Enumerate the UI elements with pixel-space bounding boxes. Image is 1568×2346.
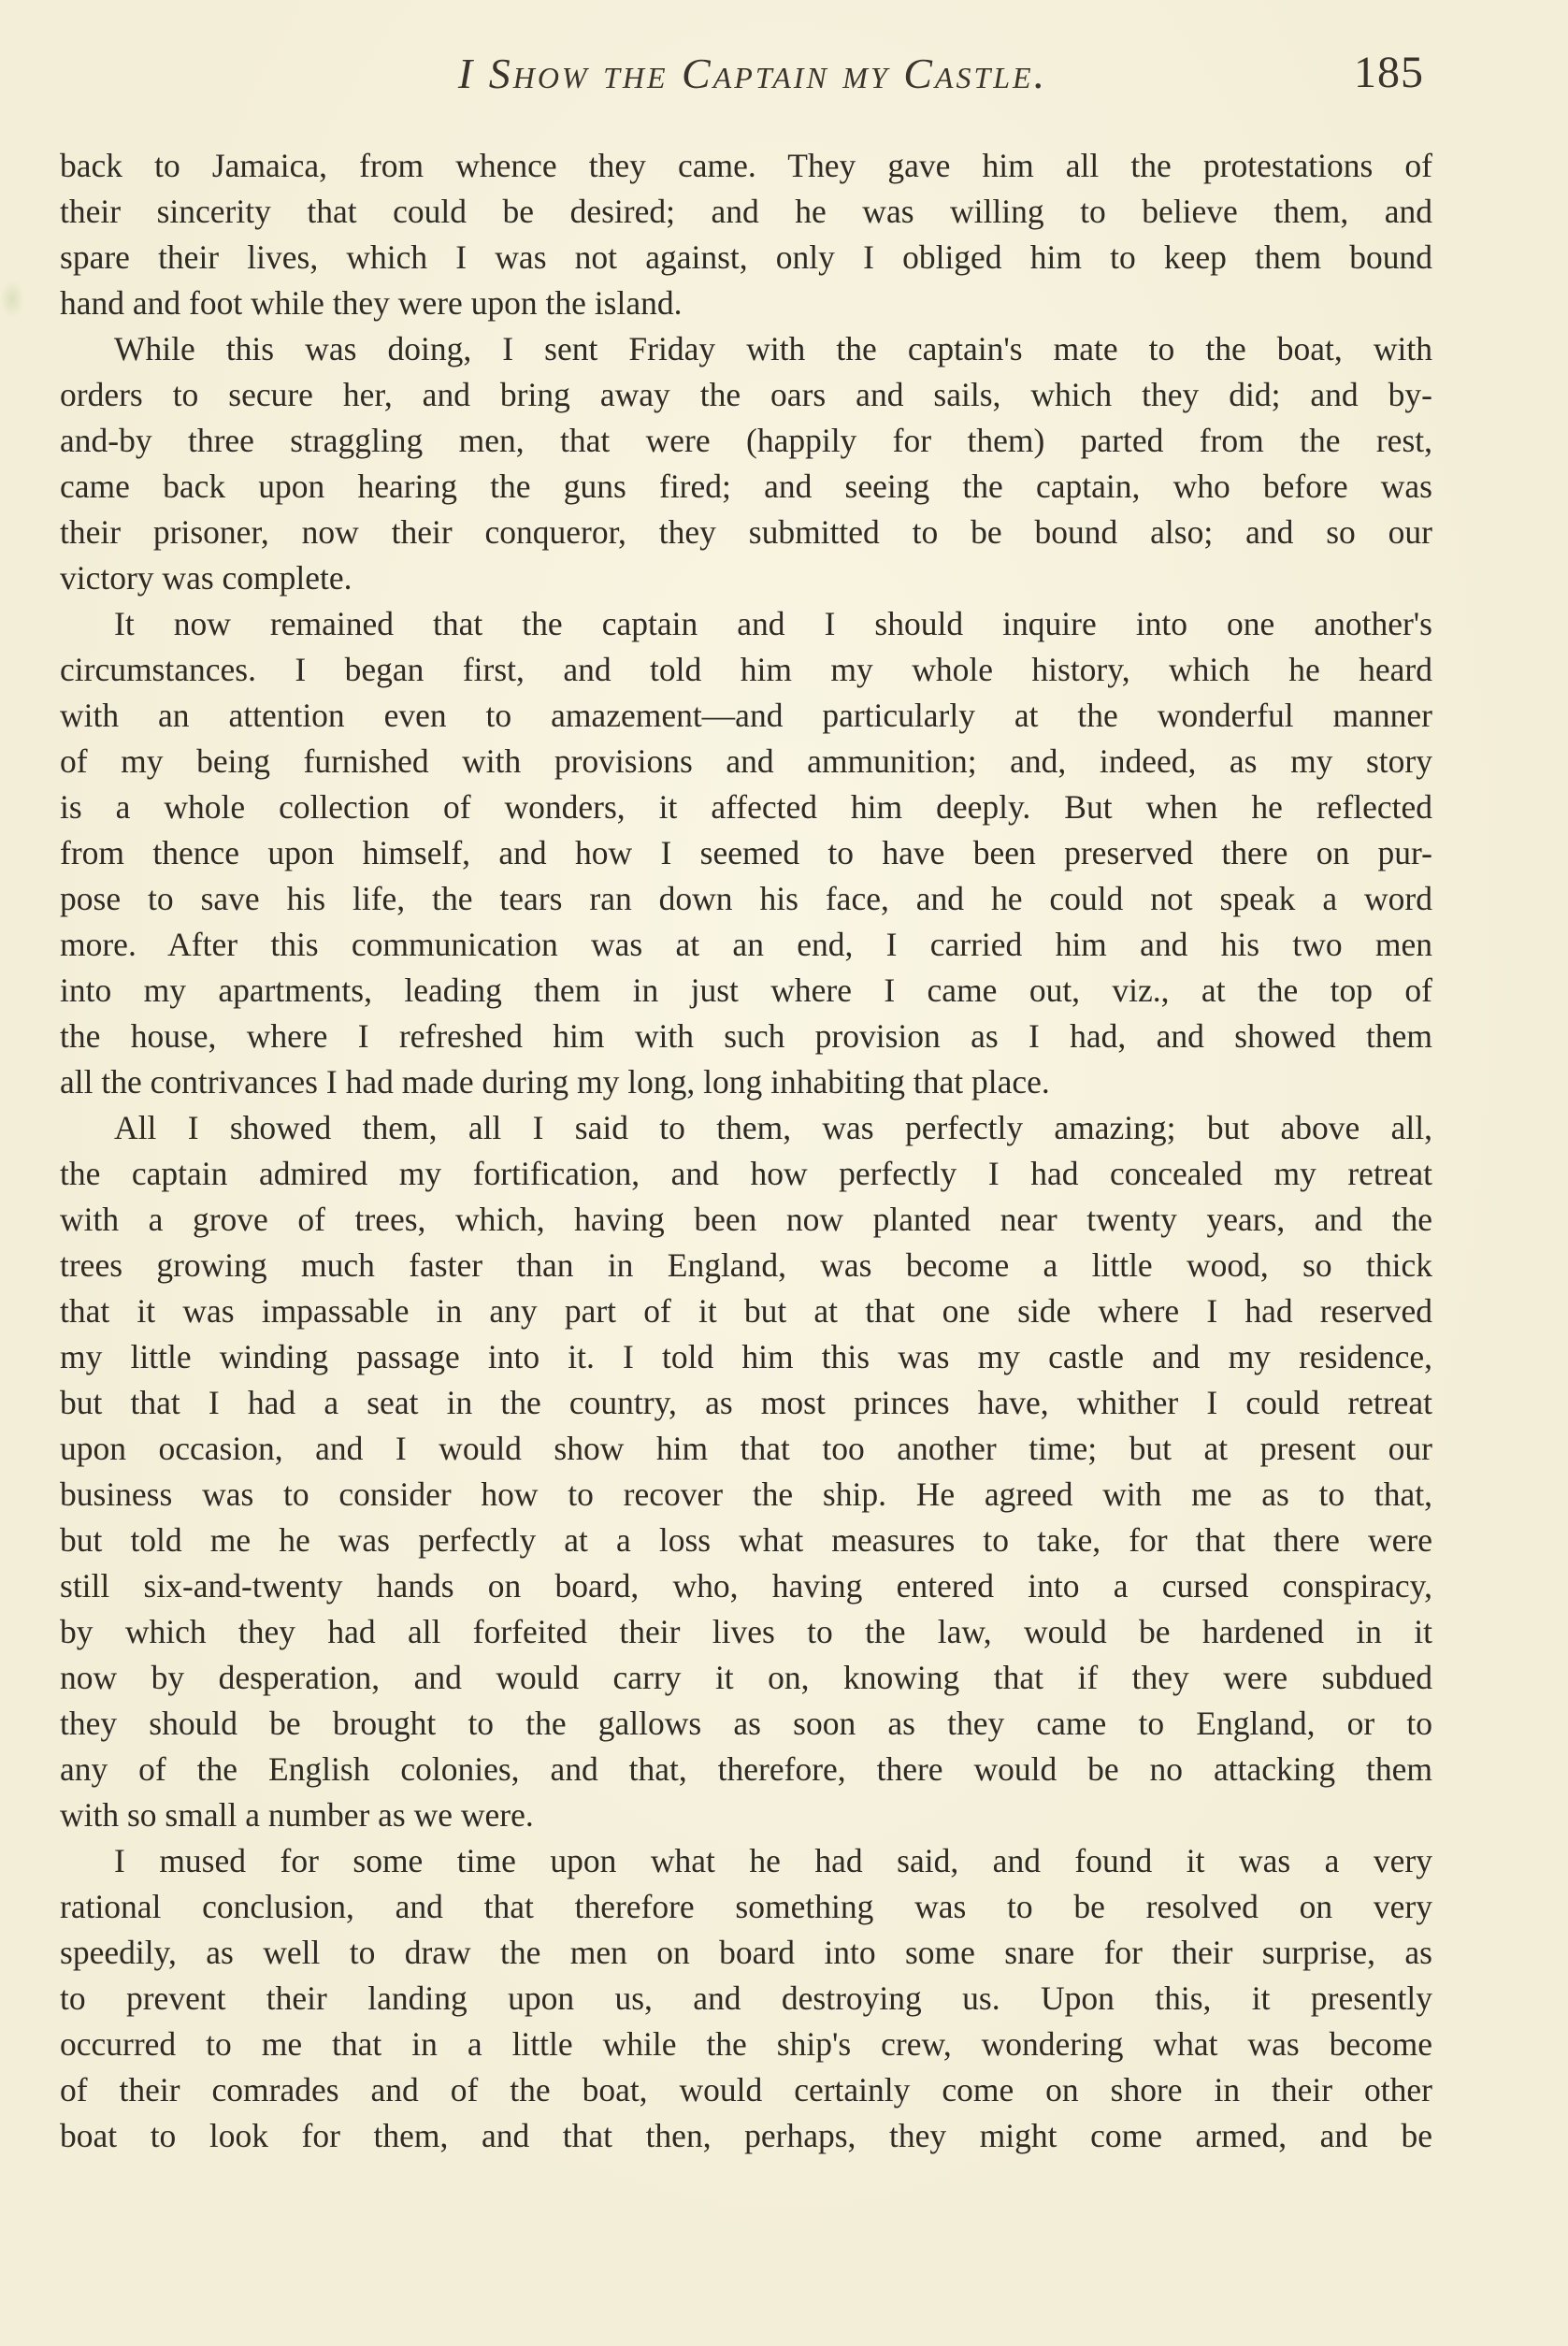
text-line: with so small a number as we were. — [60, 1796, 534, 1834]
text-line: victory was complete. — [60, 559, 352, 597]
text-line: spare their lives, which I was not against, only I obliged him to keep them bound — [60, 238, 1432, 276]
text-line: came back upon hearing the guns fired; and seeing the captain, who before was — [60, 468, 1432, 505]
text-line: into my apartments, leading them in just where I came out, viz., at the top of — [60, 972, 1432, 1009]
text-line: hand and foot while they were upon the island. — [60, 284, 683, 322]
text-line: All I showed them, all I said to them, was perfectly amazing; but above all, — [114, 1109, 1432, 1146]
text-line: they should be brought to the gallows as soon as they came to England, or to — [60, 1705, 1432, 1742]
text-line: of my being furnished with provisions and ammunition; and, indeed, as my story — [60, 742, 1432, 780]
text-line: business was to consider how to recover the ship. He agreed with me as to that, — [60, 1475, 1432, 1513]
text-line: that it was impassable in any part of it but at that one side where I had reserved — [60, 1292, 1432, 1330]
text-line: to prevent their landing upon us, and destroying us. Upon this, it presently — [60, 1979, 1432, 2017]
text-line: more. After this communication was at an end, I carried him and his two men — [60, 926, 1432, 963]
text-line: upon occasion, and I would show him that too another time; but at present our — [60, 1430, 1432, 1467]
text-line: and-by three straggling men, that were (happily for them) parted from the rest, — [60, 422, 1432, 459]
text-line: with a grove of trees, which, having been now planted near twenty years, and the — [60, 1201, 1432, 1238]
text-line: It now remained that the captain and I should inquire into one another's — [114, 605, 1432, 642]
text-line: I mused for some time upon what he had said, and found it was a very — [114, 1842, 1432, 1879]
text-line: all the contrivances I had made during my long, long inhabiting that place. — [60, 1063, 1050, 1101]
text-line: by which they had all forfeited their lives to the law, would be hardened in it — [60, 1613, 1432, 1650]
text-line: boat to look for them, and that then, perhaps, they might come armed, and be — [60, 2117, 1432, 2154]
page-stain — [0, 281, 24, 318]
text-line: from thence upon himself, and how I seemed to have been preserved there on pur- — [60, 834, 1432, 871]
text-line: any of the English colonies, and that, therefore, there would be no attacking them — [60, 1750, 1432, 1788]
text-line: is a whole collection of wonders, it affected him deeply. But when he reflected — [60, 788, 1432, 826]
text-line: pose to save his life, the tears ran down his face, and he could not speak a word — [60, 880, 1432, 917]
text-line: speedily, as well to draw the men on board into some snare for their surprise, as — [60, 1934, 1432, 1971]
text-line: their sincerity that could be desired; and he was willing to believe them, and — [60, 193, 1432, 230]
page-number: 185 — [1354, 48, 1424, 97]
text-line: the house, where I refreshed him with such provision as I had, and showed them — [60, 1017, 1432, 1055]
text-line: While this was doing, I sent Friday with the captain's mate to the boat, with — [114, 330, 1432, 367]
text-line: my little winding passage into it. I told him this was my castle and my residence, — [60, 1338, 1432, 1375]
text-line: their prisoner, now their conqueror, they submitted to be bound also; and so our — [60, 513, 1432, 551]
body-text — [60, 143, 1432, 2159]
text-line: trees growing much faster than in England, was become a little wood, so thick — [60, 1246, 1432, 1284]
text-line: back to Jamaica, from whence they came. They gave him all the protestations of — [60, 147, 1432, 184]
text-line: circumstances. I began first, and told him my whole history, which he heard — [60, 651, 1432, 688]
text-line: the captain admired my fortification, and how perfectly I had concealed my retreat — [60, 1155, 1432, 1192]
running-head: I Show the Captain my Castle. — [457, 50, 1048, 97]
text-line: now by desperation, and would carry it on, knowing that if they were subdued — [60, 1659, 1432, 1696]
text-line: of their comrades and of the boat, would certainly come on shore in their other — [60, 2071, 1432, 2109]
text-line: rational conclusion, and that therefore something was to be resolved on very — [60, 1888, 1432, 1925]
text-line: with an attention even to amazement—and particularly at the wonderful manner — [60, 697, 1432, 734]
text-line: but told me he was perfectly at a loss what measures to take, for that there were — [60, 1521, 1432, 1559]
text-line: still six-and-twenty hands on board, who, having entered into a cursed conspiracy, — [60, 1567, 1432, 1605]
text-line: but that I had a seat in the country, as most princes have, whither I could retreat — [60, 1384, 1432, 1421]
text-line: orders to secure her, and bring away the oars and sails, which they did; and by- — [60, 376, 1432, 413]
text-line: occurred to me that in a little while the ship's crew, wondering what was become — [60, 2025, 1432, 2063]
